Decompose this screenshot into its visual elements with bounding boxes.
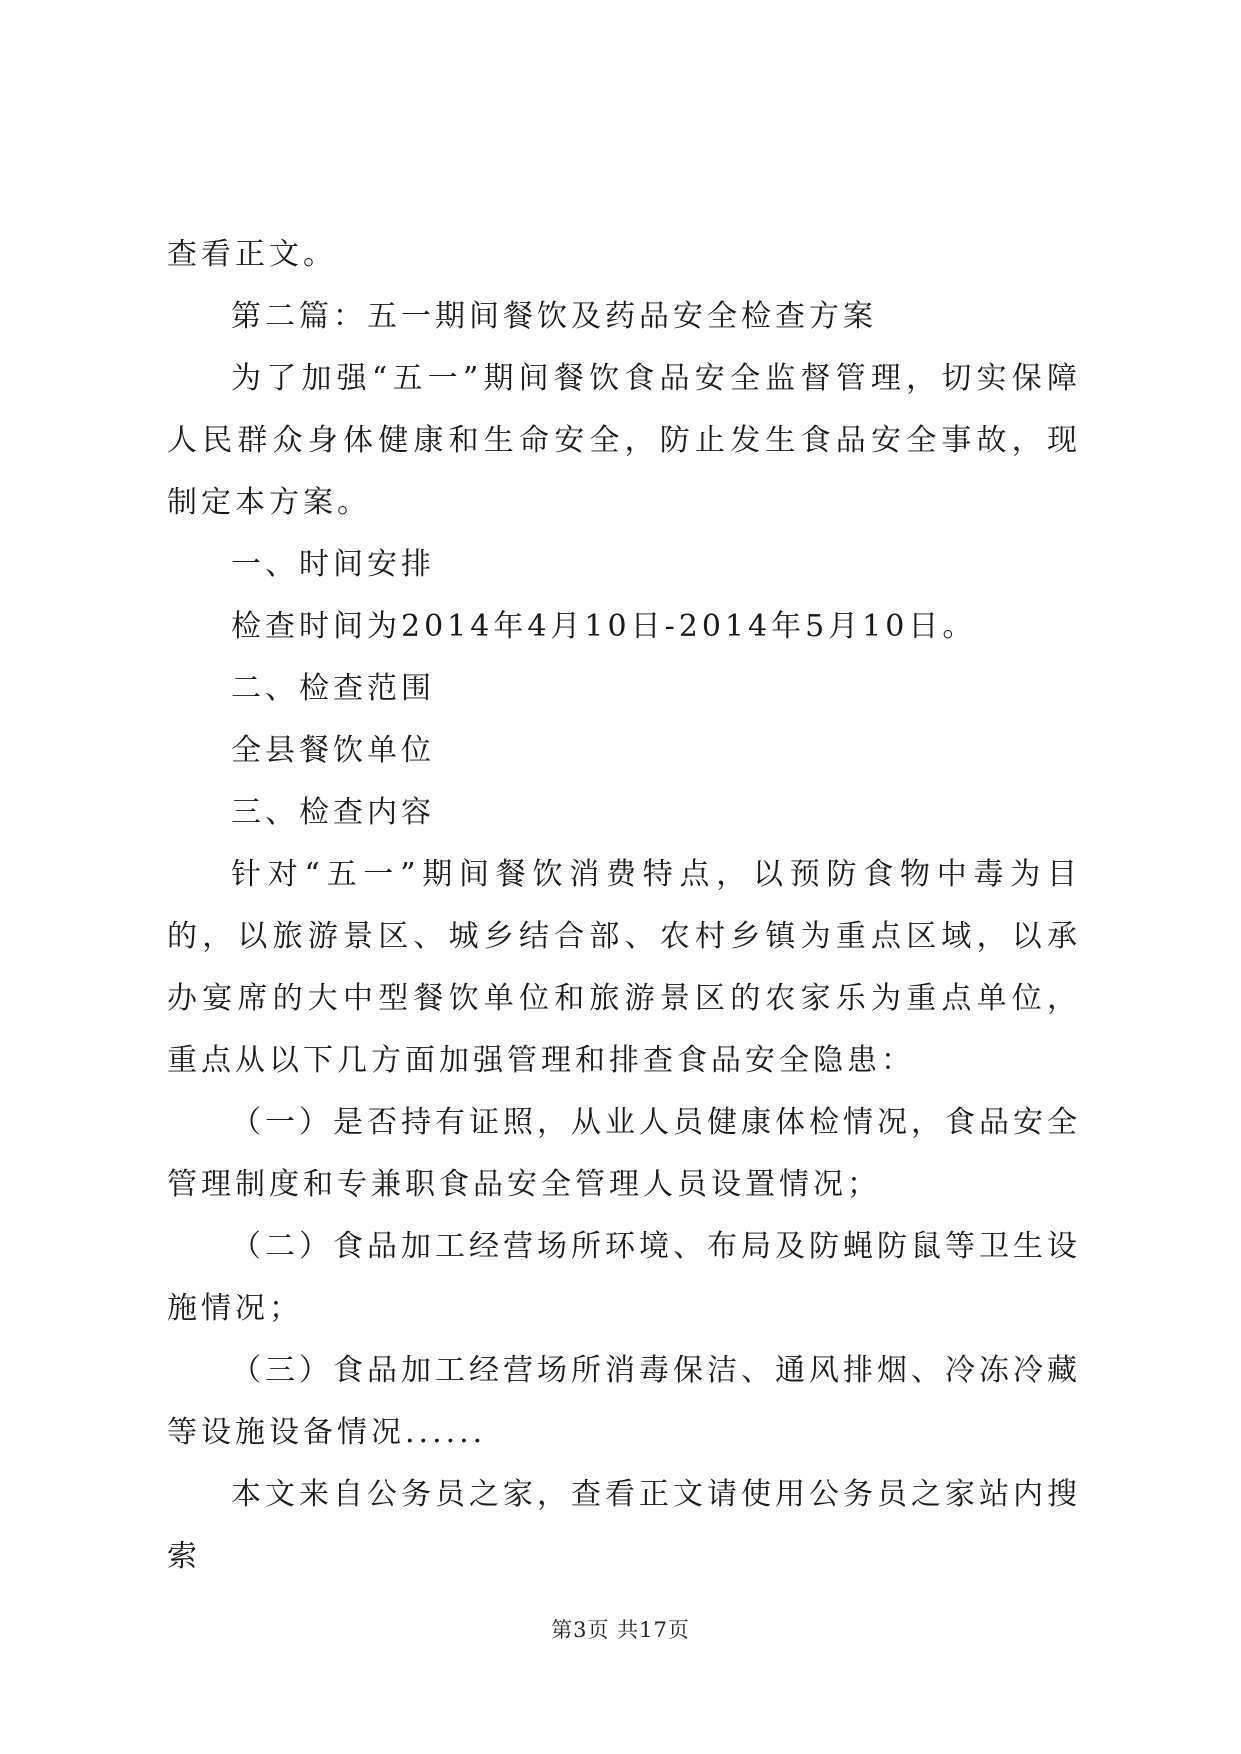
document-body bbox=[167, 224, 1081, 1588]
paragraph: 针对“五一”期间餐饮消费特点，以预防食物中毒为目的，以旅游景区、城乡结合部、农村乡镇为重点区域，以承办宴席的大中型餐饮单位和旅游景区的农家乐为重点单位，重点从以下几方面加强管理和排查食品安全隐患： bbox=[167, 857, 1081, 1078]
list-item: （三）食品加工经营场所消毒保洁、通风排烟、冷冻冷藏等设施设备情况...... bbox=[167, 1353, 1081, 1450]
list-item: （一）是否持有证照，从业人员健康体检情况，食品安全管理制度和专兼职食品安全管理人员设置情况； bbox=[167, 1105, 1081, 1202]
paragraph: 检查时间为2014年4月10日-2014年5月10日。 bbox=[231, 609, 977, 644]
paragraph: 本文来自公务员之家，查看正文请使用公务员之家站内搜索 bbox=[167, 1477, 1081, 1574]
section-heading: 一、时间安排 bbox=[231, 547, 435, 582]
list-item: （二）食品加工经营场所环境、布局及防蝇防鼠等卫生设施情况； bbox=[167, 1229, 1081, 1326]
section-heading: 三、检查内容 bbox=[231, 795, 435, 830]
section-heading: 第二篇：五一期间餐饮及药品安全检查方案 bbox=[231, 299, 877, 334]
page-footer: 第3页 共17页 bbox=[551, 1618, 690, 1642]
paragraph: 为了加强“五一”期间餐饮食品安全监督管理，切实保障人民群众身体健康和生命安全，防止发生食品安全事故，现制定本方案。 bbox=[167, 361, 1081, 520]
paragraph: 全县餐饮单位 bbox=[231, 733, 435, 768]
paragraph: 查看正文。 bbox=[167, 237, 337, 272]
section-heading: 二、检查范围 bbox=[231, 671, 435, 706]
